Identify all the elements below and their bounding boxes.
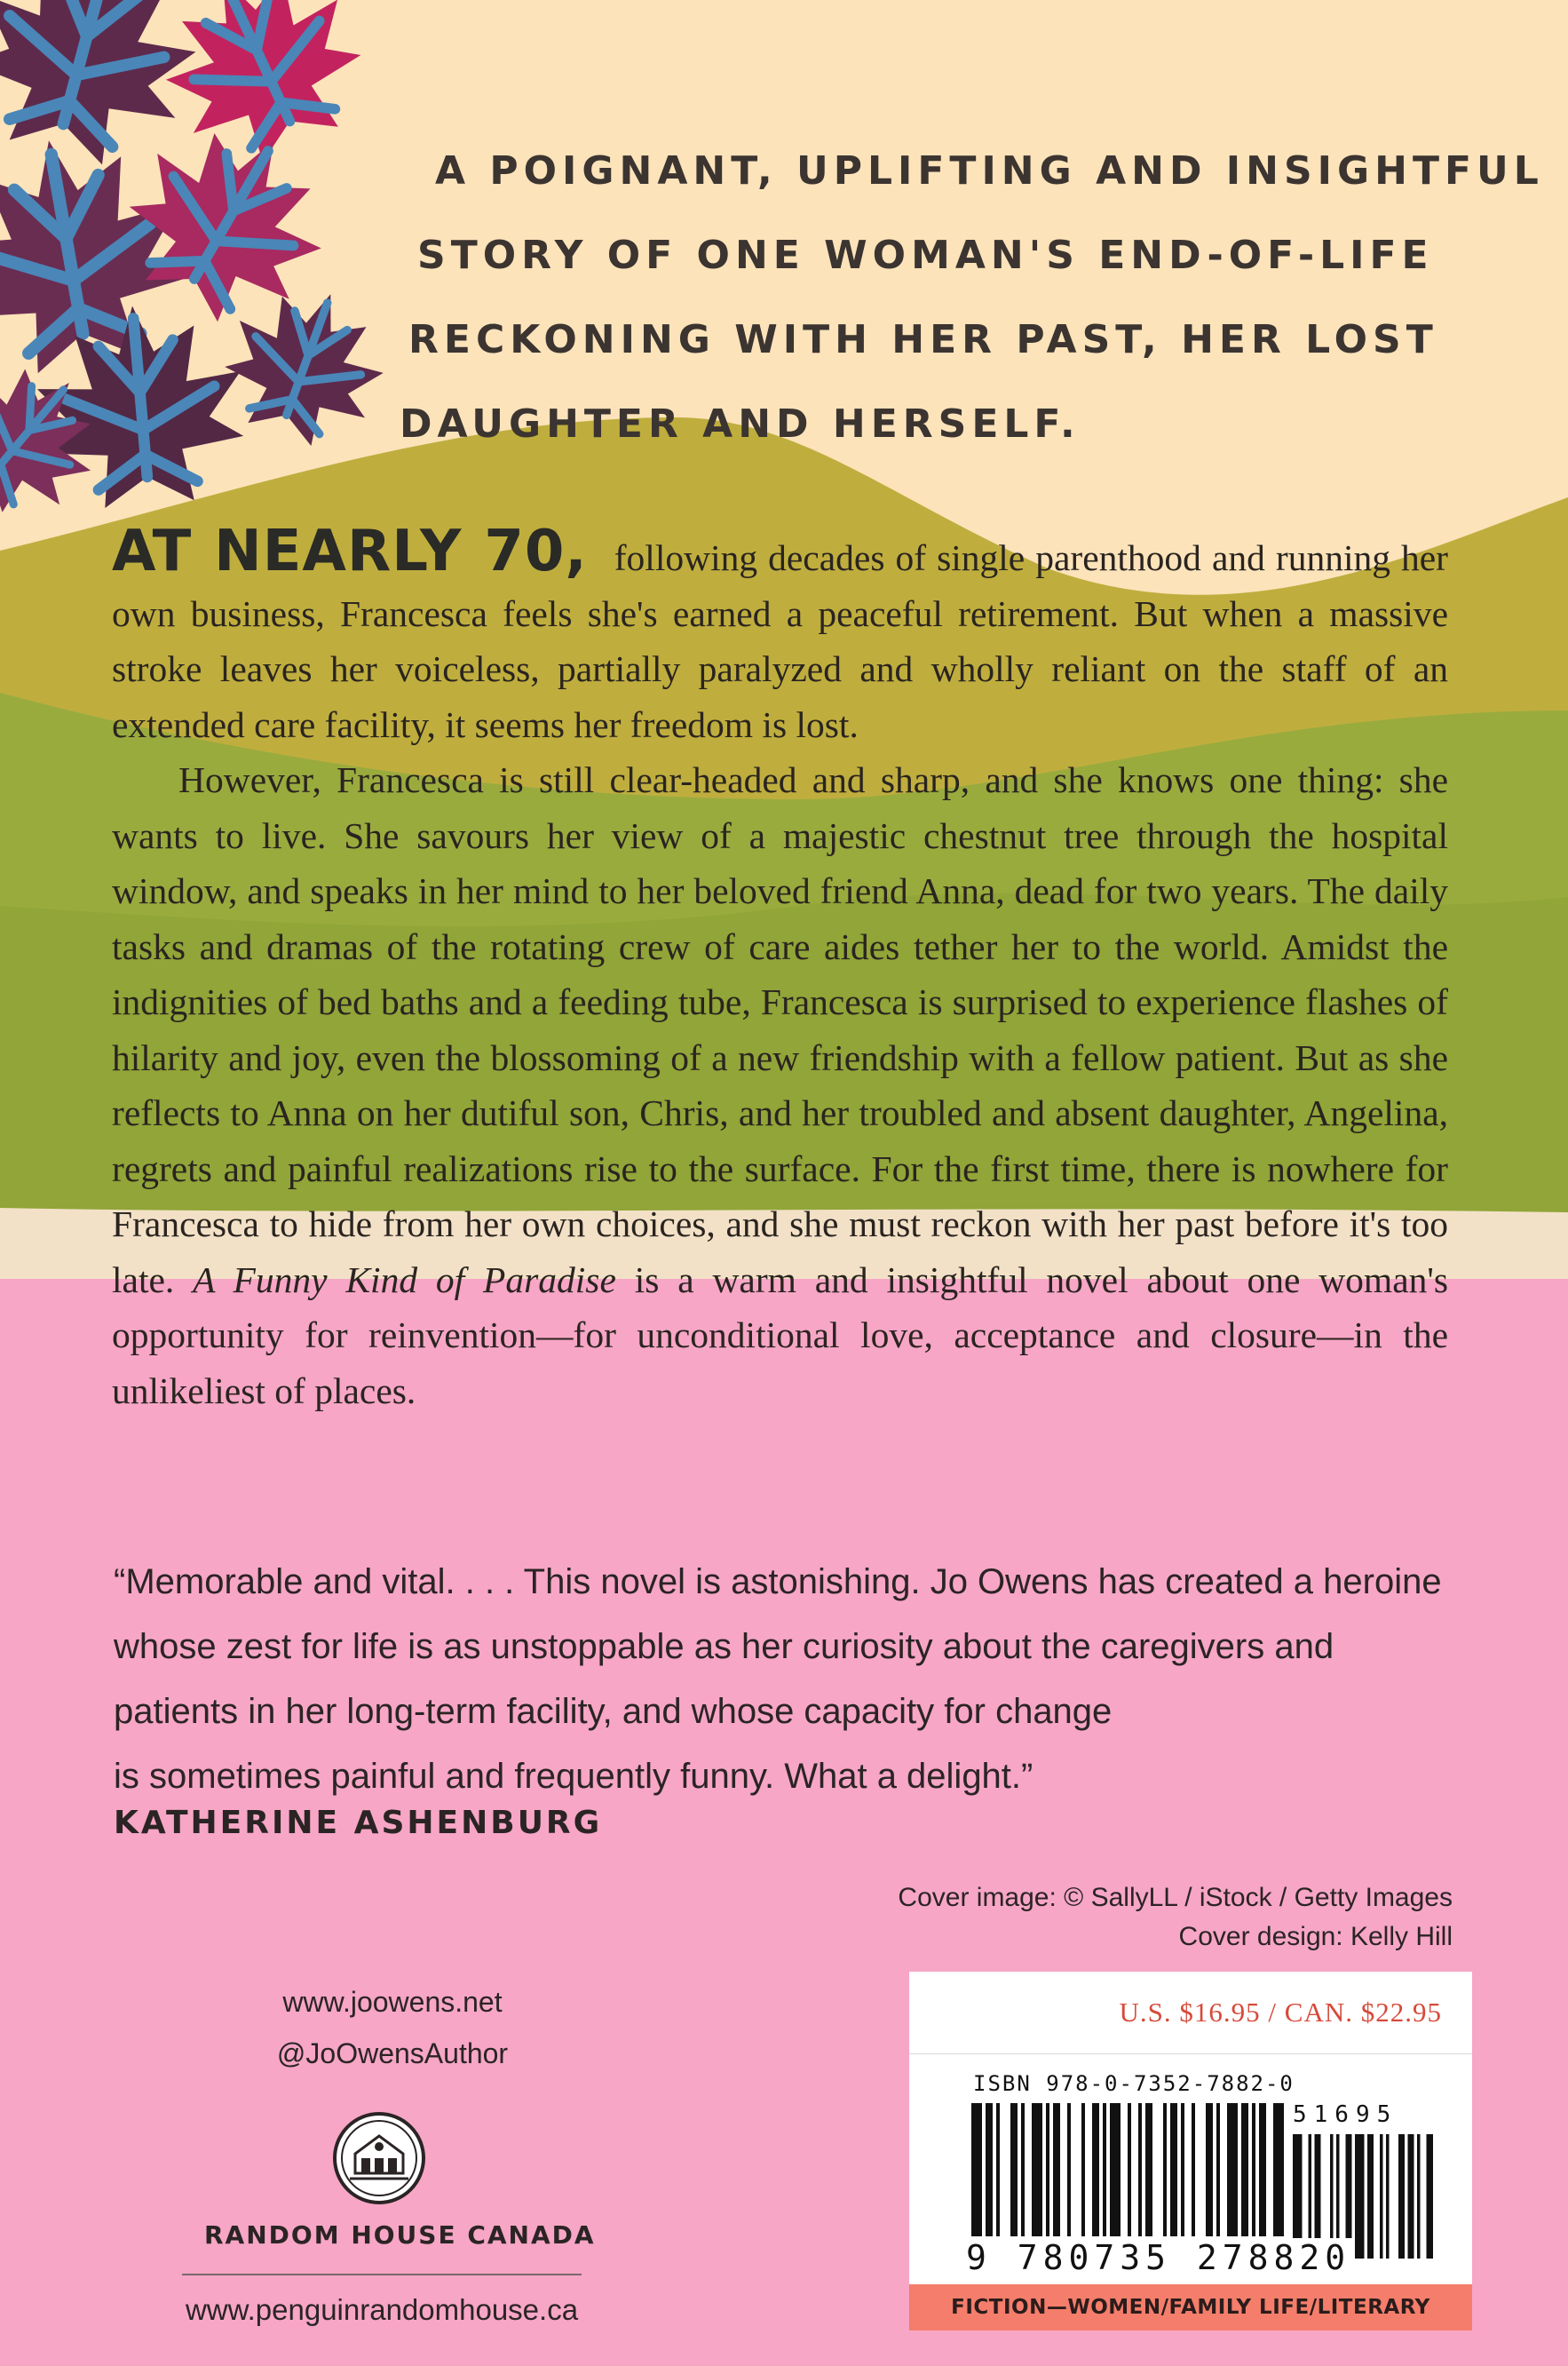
- genre-band: FICTION—WOMEN/FAMILY LIFE/LITERARY: [909, 2284, 1472, 2330]
- publisher-divider: [182, 2274, 582, 2275]
- description-text: However, Francesca is still clear-headed and sharp, and she knows one thing: she wants to live. She savours her view of a majestic chestnut tree through the hospital window, and speaks in her mind to her beloved friend Anna, dead for two years. The daily tasks and dramas of the rotating crew of care aides tether her to the world. Amidst the indignities of bed baths and a feeding tube, Francesca is surprised to experience flashes of hilarity and joy, even the blossoming of a new friendship with a fellow patient. But as she reflects to Anna on her dutiful son, Chris, and her troubled and absent daughter, Angelina, regrets and painful realizations rise to the surface. For the first time, there is nowhere for Francesca to hide from her own choices, and she must reckon with her past before it's too late.: [112, 759, 1448, 1300]
- barcode-digits: 9 780735 278820: [962, 2238, 1354, 2277]
- description-paragraph-1: [112, 519, 1449, 752]
- price-barcode-box: [909, 1972, 1472, 2330]
- quote-line: patients in her long-term facility, and whose capacity for change: [114, 1692, 1113, 1731]
- quote-line: whose zest for life is as unstoppable as her curiosity about the caregivers and: [114, 1627, 1334, 1666]
- publisher-website-link[interactable]: www.penguinrandomhouse.ca: [185, 2293, 579, 2326]
- review-quote: [114, 1550, 1445, 1809]
- book-description: [112, 519, 1449, 1418]
- tagline-line: RECKONING WITH HER PAST, HER LOST: [408, 317, 1438, 362]
- quote-attribution: KATHERINE ASHENBURG: [114, 1805, 603, 1841]
- author-links: [259, 1976, 526, 2079]
- cover-design-credit: Cover design: Kelly Hill: [1178, 1922, 1453, 1951]
- quote-line: is sometimes painful and frequently funny. What a delight.”: [114, 1757, 1033, 1796]
- description-paragraph-2: [112, 752, 1448, 1418]
- house-logo-icon: [330, 2109, 428, 2207]
- price-divider: [909, 2053, 1472, 2054]
- quote-line: “Memorable and vital. . . . This novel is astonishing. Jo Owens has created a heroine: [114, 1562, 1442, 1601]
- description-lead: AT NEARLY 70,: [112, 519, 588, 584]
- description-text: following decades of single parenthood and running her own business, Francesca feels she's earned a peaceful retirement. But when a massive stroke leaves her voiceless, partially paralyzed and wholly reliant on the staff of an extended care facility, it seems her freedom is lost.: [112, 537, 1449, 745]
- barcode-addon-digits: 51695: [1293, 2101, 1398, 2128]
- price-label: U.S. $16.95 / CAN. $22.95: [1119, 1997, 1442, 2028]
- author-social-handle[interactable]: @JoOwensAuthor: [276, 2037, 509, 2069]
- author-website-link[interactable]: www.joowens.net: [282, 1986, 503, 2018]
- tagline: [400, 129, 1544, 466]
- tagline-line: STORY OF ONE WOMAN'S END-OF-LIFE: [417, 233, 1434, 278]
- cover-credits: [898, 1878, 1453, 1957]
- description-text: is a warm and insightful novel about one woman's opportunity for reinvention—for unconditional love, acceptance and closure—in the unlikeliest of places.: [112, 1258, 1449, 1411]
- isbn-number: ISBN 978-0-7352-7882-0: [973, 2071, 1295, 2096]
- tagline-line: DAUGHTER AND HERSELF.: [400, 401, 1081, 447]
- book-title-italic: A Funny Kind of Paradise: [193, 1258, 616, 1300]
- publisher-name: RANDOM HOUSE CANADA: [204, 2220, 596, 2250]
- cover-image-credit: Cover image: © SallyLL / iStock / Getty Images: [898, 1883, 1453, 1912]
- tagline-line: A POIGNANT, UPLIFTING AND INSIGHTFUL: [435, 148, 1544, 194]
